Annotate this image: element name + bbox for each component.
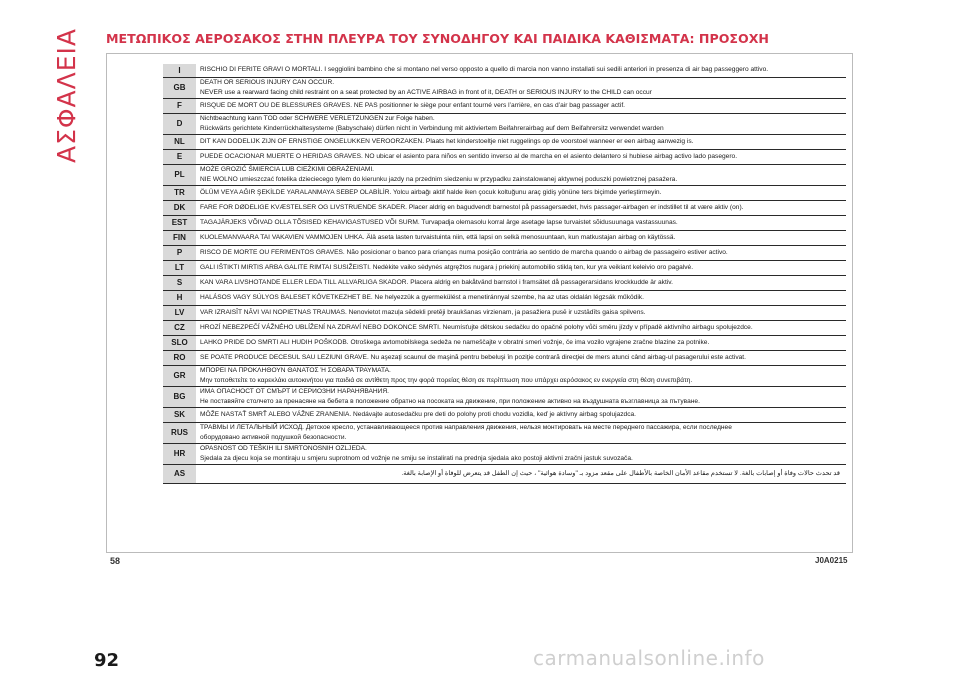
- warning-text-line: NEVER use a rearward facing child restraint on a seat protected by an ACTIVE AIRBAG in front of it, DEATH or SERIOUS INJURY to the CHILD can occur: [200, 88, 652, 96]
- language-code-cell: P: [163, 245, 196, 260]
- figure-page-number: 58: [110, 556, 121, 566]
- warning-text-line: ТРАВМЫ И ЛЕТАЛЬНЫЙ ИСХОД. Детское кресло, устанавливающееся против направления движения, нельзя монтировать на месте переднего пассажира, если последнее: [200, 423, 732, 431]
- language-code-cell: S: [163, 275, 196, 290]
- warning-text-line: Nichtbeachtung kann TOD oder SCHWERE VERLETZUNGEN zur Folge haben.: [200, 114, 435, 122]
- warning-text-cell: [196, 98, 846, 113]
- warning-text-line: HROZÍ NEBEZPEČÍ VÁŽNÉHO UBLÍŽENÍ NA ZDRAVÍ NEBO DOKONCE SMRTI. Neumísťujte dětskou sedačku do opačné polohy vůči směru jízdy v případě aktivního airbagu spolujezdce.: [200, 323, 753, 331]
- language-code-cell: D: [163, 113, 196, 134]
- warning-row: [163, 134, 846, 149]
- warning-text-cell: [196, 335, 846, 350]
- warning-text-line: RISQUE DE MORT OU DE BLESSURES GRAVES. NE PAS positionner le siège pour enfant tourné vers l’arrière, en cas d’air bag passager actif.: [200, 101, 625, 109]
- warning-row: [163, 215, 846, 230]
- language-code-cell: SLO: [163, 335, 196, 350]
- language-code-cell: NL: [163, 134, 196, 149]
- warning-text-line: NIE WOLNO umieszczać fotelika dzieciecego tylem do kierunku jazdy na przednim siedzeniu w przypadku zainstalowanej aktywnej poduszki powietrznej pasażera.: [200, 175, 678, 183]
- warning-row: [163, 290, 846, 305]
- section-side-label-text: ΑΣΦΑΛΕΙΑ: [52, 27, 82, 163]
- warning-row: [163, 422, 846, 443]
- warning-text-cell: [196, 185, 846, 200]
- warning-row: [163, 113, 846, 134]
- language-code-cell: TR: [163, 185, 196, 200]
- warning-text-cell: [196, 260, 846, 275]
- warning-text-line: KUOLEMANVAARA TAI VAKAVIEN VAMMOJEN UHKA. Älä aseta lasten turvaistuinta niin, että lapsi on selkä menosuuntaan, kun matkustajan airbag on käytössä.: [200, 233, 676, 241]
- warning-text-cell: [196, 365, 846, 386]
- warning-text-line: TAGAJÄRJEKS VÕIVAD OLLA TÕSISED KEHAVIGASTUSED VÕI SURM. Turvapadja olemasolu korral ärge asetage lapse turvaistet sõidusuunaga vastassuunas.: [200, 218, 678, 226]
- warning-text-cell: [196, 422, 846, 443]
- warning-row: [163, 305, 846, 320]
- warning-text-cell: [196, 245, 846, 260]
- warning-table-body: [163, 64, 846, 483]
- warning-row: [163, 464, 846, 483]
- language-code-cell: HR: [163, 443, 196, 464]
- warning-text-line: FARE FOR DØDELIGE KVÆSTELSER OG LIVSTRUENDE SKADER. Placer aldrig en bagudvendt barnestol på passagersædet, hvis passager-airbagen er indstillet til at være aktiv (on).: [200, 203, 744, 211]
- warning-text-line: MOŻE GROZIĆ ŚMIERCIA LUB CIEŻKIMI OBRAŻENIAMI.: [200, 165, 375, 173]
- language-code-cell: I: [163, 64, 196, 77]
- warning-text-cell: [196, 443, 846, 464]
- warning-text-line: VAR IZRAISĪT NĀVI VAI NOPIETNAS TRAUMAS. Nenovietot mazuļa sēdekli pretēji braukšanas virzienam, ja pasažiera pusē ir uzstādīts gaisa spilvens.: [200, 308, 646, 316]
- language-code-cell: PL: [163, 164, 196, 185]
- language-code-cell: LV: [163, 305, 196, 320]
- language-code-cell: BG: [163, 386, 196, 407]
- warning-row: [163, 200, 846, 215]
- watermark: carmanualsonline.info: [533, 646, 765, 670]
- warning-text-line: DIT KAN DODELIJK ZIJN OF ERNSTIGE ONGELUKKEN VEROORZAKEN. Plaats het kinderstoeltje niet ruggelings op de voorstoel wanneer er een airbag aanwezig is.: [200, 137, 694, 145]
- language-code-cell: F: [163, 98, 196, 113]
- language-code-cell: RUS: [163, 422, 196, 443]
- warning-text-cell: [196, 149, 846, 164]
- warning-row: [163, 386, 846, 407]
- warning-text-line: MÔŽE NASTAŤ SMRŤ ALEBO VÁŽNE ZRANENIA. Nedávajte autosedačku pre deti do polohy proti chodu vozidla, keď je aktívny airbag spolujazdca.: [200, 410, 637, 418]
- warning-row: [163, 149, 846, 164]
- language-code-cell: GB: [163, 77, 196, 98]
- language-code-cell: SK: [163, 407, 196, 422]
- warning-text-line: قد تحدث حالات وفاة أو إصابات بالغة. لا تستخدم مقاعد الأمان الخاصة بالأطفال على مقعد مزود بـ "وسادة هوائية" ، حيث إن الطفل قد يتعرض للوفاة أو الإصابة بالغة.: [401, 469, 840, 477]
- language-code-cell: LT: [163, 260, 196, 275]
- warning-text-line: Μην τοποθετείτε το καρεκλάκι αυτοκινήτου για παιδιά σε αντίθετη προς την φορά πορείας θέση σε περίπτωση που υπάρχει αερόσακος εν ενεργεία στη θέση συνεπιβάτη.: [200, 376, 693, 384]
- warning-text-line: DEATH OR SERIOUS INJURY CAN OCCUR.: [200, 78, 335, 86]
- language-code-cell: FIN: [163, 230, 196, 245]
- warning-text-cell: [196, 134, 846, 149]
- warning-row: [163, 275, 846, 290]
- warning-row: [163, 185, 846, 200]
- airbag-warning-table: [163, 64, 846, 484]
- language-code-cell: H: [163, 290, 196, 305]
- section-side-label: [52, 27, 82, 163]
- language-code-cell: DK: [163, 200, 196, 215]
- warning-text-cell: [196, 305, 846, 320]
- warning-text-cell: [196, 77, 846, 98]
- language-code-cell: GR: [163, 365, 196, 386]
- warning-text-line: KAN VARA LIVSHOTANDE ELLER LEDA TILL ALLVARLIGA SKADOR. Placera aldrig en bakåtvänd barnstol i framsätet då passagerarsidans krockkudde är aktiv.: [200, 278, 673, 286]
- warning-text-cell: [196, 464, 846, 483]
- warning-text-line: PUEDE OCACIONAR MUERTE O HERIDAS GRAVES. NO ubicar el asiento para niños en sentido inverso al de marcha en el asiento delantero si hubiese airbag activo lado pasegero.: [200, 152, 738, 160]
- warning-text-line: LAHKO PRIDE DO SMRTI ALI HUDIH POŠKODB. Otroškega avtomobilskega sedeža ne nameščajte v obratni smeri vožnje, če ima vozilo vgrajene zračne blazine za potnike.: [200, 338, 710, 346]
- warning-text-cell: [196, 275, 846, 290]
- language-code-cell: EST: [163, 215, 196, 230]
- warning-text-line: Не поставяйте столчето за пренасяне на бебета в положение обратно на посоката на движение, при положение активно на въздушната възглавница за пътуване.: [200, 397, 700, 405]
- warning-text-cell: [196, 215, 846, 230]
- warning-text-cell: [196, 200, 846, 215]
- warning-row: [163, 320, 846, 335]
- warning-text-line: HALÁSOS VAGY SÚLYOS BALESET KÖVETKEZHET BE. Ne helyezzük a gyermekülést a menetiránnyal szembe, ha az utas oldalán légzsák működik.: [200, 293, 644, 301]
- warning-row: [163, 335, 846, 350]
- warning-row: [163, 64, 846, 77]
- warning-text-line: RISCHIO DI FERITE GRAVI O MORTALI. I seggiolini bambino che si montano nel verso opposto a quello di marcia non vanno installati sui sedili anteriori in presenza di air bag passeggero attivo.: [200, 66, 769, 74]
- warning-row: [163, 245, 846, 260]
- warning-row: [163, 77, 846, 98]
- warning-row: [163, 230, 846, 245]
- warning-row: [163, 350, 846, 365]
- warning-row: [163, 260, 846, 275]
- language-code-cell: CZ: [163, 320, 196, 335]
- warning-text-cell: [196, 64, 846, 77]
- warning-text-line: ÖLÜM VEYA AĞIR ŞEKİLDE YARALANMAYA SEBEP OLABİLİR. Yolcu airbağı aktif halde iken çocuk koltuğunu araç gidiş yönüne ters biçimde yerleştirmeyin.: [200, 188, 662, 196]
- warning-text-line: ΜΠΟΡΕΙ ΝΑ ΠΡΟΚΛΗΘΟΥΝ ΘΑΝΑΤΟΣ Ή ΣΟΒΑΡΑ ΤΡΑΥΜΑΤΑ.: [200, 366, 391, 374]
- warning-text-cell: [196, 386, 846, 407]
- warning-row: [163, 443, 846, 464]
- warning-text-line: SE POATE PRODUCE DECESUL SAU LEZIUNI GRAVE. Nu aşezaţi scaunul de maşină pentru bebeluşi în poziţie contrară direcţiei de mers atunci când airbag-ul pasagerului este activat.: [200, 353, 746, 361]
- warning-text-line: оборудовано активной подушкой безопасности.: [200, 433, 347, 441]
- warning-text-line: OPASNOST OD TEŠKIH ILI SMRTONOSNIH OZLJEDA.: [200, 444, 367, 452]
- warning-text-line: Sjedala za djecu koja se montiraju u smjeru suprotnom od vožnje ne smiju se instalirati na prednja sjedala ako postoji aktivni zračni jastuk suvozača.: [200, 454, 633, 462]
- language-code-cell: RO: [163, 350, 196, 365]
- warning-text-cell: [196, 113, 846, 134]
- warning-text-cell: [196, 407, 846, 422]
- language-code-cell: AS: [163, 464, 196, 483]
- warning-text-line: ИМА ОПАСНОСТ ОТ СМЪРТ И СЕРИОЗНИ НАРАНЯВАНИЯ.: [200, 387, 390, 395]
- language-code-cell: E: [163, 149, 196, 164]
- warning-text-cell: [196, 320, 846, 335]
- warning-text-line: Rückwärts gerichtete Kinderrückhaltesysteme (Babyschale) dürfen nicht in Verbindung mit aktiviertem Beifahrerairbag auf dem Beifahrersitz verwendet warden: [200, 124, 664, 132]
- page-number: 92: [94, 650, 120, 671]
- warning-text-cell: [196, 290, 846, 305]
- warning-row: [163, 407, 846, 422]
- warning-text-line: GALI IŠTIKTI MIRTIS ARBA GALITE RIMTAI SUSIŽEISTI. Nedėkite vaiko sėdynės atgręžtos nugara į priekinį automobilio stiklą ten, kur yra veikiant keleivio oro pagalvė.: [200, 263, 694, 271]
- warning-row: [163, 365, 846, 386]
- warning-text-line: RISCO DE MORTE OU FERIMENTOS GRAVES. Não posicionar o banco para crianças numa posição contrária ao sentido de marcha quando o airbag de passageiro estiver activo.: [200, 248, 728, 256]
- figure-code: J0A0215: [815, 556, 848, 565]
- warning-text-cell: [196, 230, 846, 245]
- warning-row: [163, 98, 846, 113]
- page-title: ΜΕΤΩΠΙΚΟΣ ΑΕΡΟΣΑΚΟΣ ΣΤΗΝ ΠΛΕΥΡΑ ΤΟΥ ΣΥΝΟΔΗΓΟΥ ΚΑΙ ΠΑΙΔΙΚΑ ΚΑΘΙΣΜΑΤΑ: ΠΡΟΣΟΧΗ: [106, 31, 769, 46]
- warning-row: [163, 164, 846, 185]
- warning-text-cell: [196, 164, 846, 185]
- warning-text-cell: [196, 350, 846, 365]
